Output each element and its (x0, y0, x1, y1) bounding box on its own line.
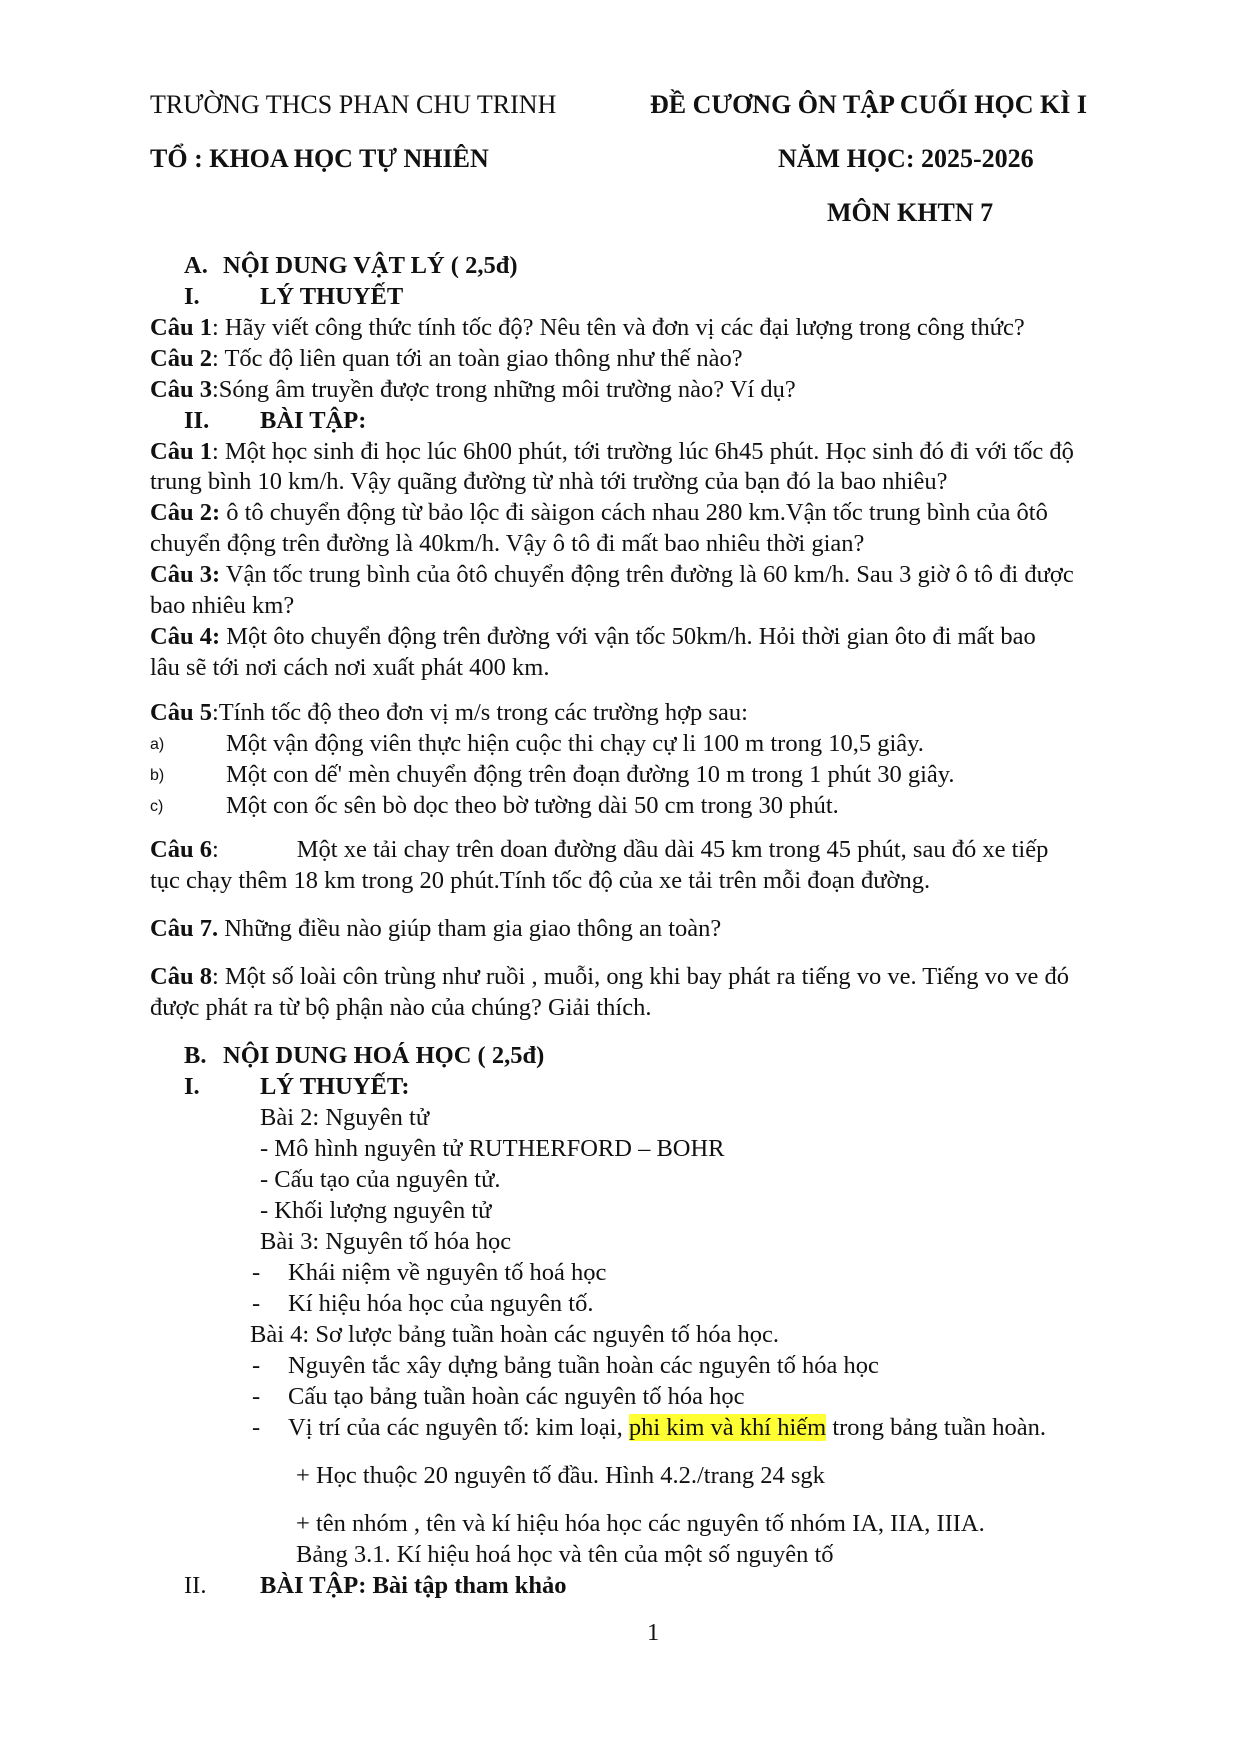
section-b-letter: B. (184, 1042, 207, 1069)
list-dash: - (252, 1414, 261, 1441)
question-text: : Hãy viết công thức tính tốc độ? Nêu tên và đơn vị các đại lượng trong công thức? (211, 314, 1025, 341)
list-marker: c) (150, 798, 164, 815)
list-dash: - (252, 1352, 261, 1379)
section-b-exercises-num: II. (184, 1572, 207, 1599)
study-note: + tên nhóm , tên và kí hiệu hóa học các nguyên tố nhóm IA, IIA, IIIA. (296, 1510, 985, 1537)
page-number: 1 (647, 1619, 660, 1646)
section-b-theory-title: LÝ THUYẾT: (260, 1073, 410, 1100)
section-a-exercises-title: BÀI TẬP: (260, 407, 367, 434)
exercise-5-intro (150, 698, 748, 728)
question-text: :Sóng âm truyền được trong những môi trường nào? Ví dụ? (211, 376, 796, 403)
lesson-2-title: Bài 2: Nguyên tử (260, 1104, 430, 1131)
item-text: trong bảng tuần hoàn. (826, 1414, 1046, 1441)
question-label: Câu 2: (150, 499, 221, 526)
question-label: Câu 3 (150, 376, 212, 403)
question-label: Câu 8 (150, 963, 212, 990)
lesson-4-item: Nguyên tắc xây dựng bảng tuần hoàn các nguyên tố hóa học (288, 1352, 879, 1379)
list-marker: b) (150, 767, 165, 784)
lesson-4-position-item (288, 1413, 1046, 1443)
question-label: Câu 3: (150, 561, 221, 588)
question-label: Câu 2 (150, 345, 212, 372)
exercise-4-line-2: lâu sẽ tới nơi cách nơi xuất phát 400 km. (150, 654, 550, 681)
question-label: Câu 1 (150, 314, 212, 341)
lesson-3-item: Kí hiệu hóa học của nguyên tố. (288, 1290, 594, 1317)
lesson-2-item: - Khối lượng nguyên tử (260, 1197, 492, 1224)
exercise-6-line-2: tục chạy thêm 18 km trong 20 phút.Tính tốc độ của xe tải trên mỗi đoạn đường. (150, 867, 931, 894)
exercise-6-line-1 (150, 835, 1048, 865)
school-year: NĂM HỌC: 2025-2026 (778, 144, 1034, 173)
lesson-4-title: Bài 4: Sơ lược bảng tuần hoàn các nguyên tố hóa học. (250, 1321, 780, 1348)
question-text: :Tính tốc độ theo đơn vị m/s trong các trường hợp sau: (211, 699, 748, 726)
department-name: TỔ : KHOA HỌC TỰ NHIÊN (150, 144, 489, 173)
list-item: Một con dế' mèn chuyển động trên đoạn đường 10 m trong 1 phút 30 giây. (226, 761, 955, 788)
section-a-theory-num: I. (184, 283, 200, 310)
exercise-8-line-2: được phát ra từ bộ phận nào của chúng? Giải thích. (150, 994, 652, 1021)
question-text: Những điều nào giúp tham gia giao thông an toàn? (218, 915, 722, 942)
question-label: Câu 5 (150, 699, 212, 726)
item-text: Vị trí của các nguyên tố: kim loại, (288, 1414, 629, 1441)
document-title: ĐỀ CƯƠNG ÔN TẬP CUỐI HỌC KÌ I (650, 90, 1087, 119)
exercise-2-line-1 (150, 498, 1048, 528)
lesson-4-item: Cấu tạo bảng tuần hoàn các nguyên tố hóa học (288, 1383, 745, 1410)
section-b-theory-num: I. (184, 1073, 200, 1100)
question-text: Một xe tải chay trên doan đường dầu dài 45 km trong 45 phút, sau đó xe tiếp (296, 836, 1049, 863)
list-dash: - (252, 1383, 261, 1410)
question-text: Vận tốc trung bình của ôtô chuyển động trên đường là 60 km/h. Sau 3 giờ ô tô đi được (220, 561, 1074, 588)
study-note: + Học thuộc 20 nguyên tố đầu. Hình 4.2./trang 24 sgk (296, 1462, 825, 1489)
study-note: Bảng 3.1. Kí hiệu hoá học và tên của một số nguyên tố (296, 1541, 834, 1568)
lesson-3-title: Bài 3: Nguyên tố hóa học (260, 1228, 512, 1255)
lesson-3-item: Khái niệm về nguyên tố hoá học (288, 1259, 607, 1286)
exercise-8-line-1 (150, 962, 1069, 992)
question-label: Câu 6 (150, 836, 212, 863)
lesson-2-item: - Mô hình nguyên tử RUTHERFORD – BOHR (260, 1135, 725, 1162)
list-marker: a) (150, 736, 165, 753)
physics-theory-question-3 (150, 375, 796, 405)
highlighted-text: phi kim và khí hiếm (628, 1414, 827, 1441)
question-text: : Một học sinh đi học lúc 6h00 phút, tới trường lúc 6h45 phút. Học sinh đó đi với tốc độ (211, 438, 1074, 465)
exercise-4-line-1 (150, 622, 1036, 652)
question-text: Một ôto chuyển động trên đường với vận tốc 50km/h. Hỏi thời gian ôto đi mất bao (220, 623, 1036, 650)
exercise-2-line-2: chuyển động trên đường là 40km/h. Vậy ô tô đi mất bao nhiêu thời gian? (150, 530, 865, 557)
exercise-3-line-2: bao nhiêu km? (150, 592, 295, 619)
section-a-exercises-num: II. (184, 407, 210, 434)
exercise-1-line-2: trung bình 10 km/h. Vậy quãng đường từ nhà tới trường của bạn đó la bao nhiêu? (150, 468, 948, 495)
list-dash: - (252, 1259, 261, 1286)
exercise-1-line-1 (150, 437, 1074, 467)
school-name: TRƯỜNG THCS PHAN CHU TRINH (150, 90, 557, 119)
section-a-letter: A. (184, 252, 208, 279)
question-text: ô tô chuyển động từ bảo lộc đi sàigon cách nhau 280 km.Vận tốc trung bình của ôtô (220, 499, 1048, 526)
section-b-exercises-title: BÀI TẬP: Bài tập tham khảo (260, 1572, 567, 1599)
question-label: Câu 4: (150, 623, 221, 650)
list-dash: - (252, 1290, 261, 1317)
question-colon: : (211, 836, 219, 863)
exercise-3-line-1 (150, 560, 1074, 590)
exercise-7 (150, 914, 721, 944)
section-a-theory-title: LÝ THUYẾT (260, 283, 404, 310)
question-label: Câu 1 (150, 438, 212, 465)
section-b-title: NỘI DUNG HOÁ HỌC ( 2,5đ) (223, 1042, 545, 1069)
subject-name: MÔN KHTN 7 (827, 198, 994, 227)
list-item: Một con ốc sên bò dọc theo bờ tường dài 50 cm trong 30 phút. (226, 792, 839, 819)
question-text: : Một số loài côn trùng như ruồi , muỗi, ong khi bay phát ra tiếng vo ve. Tiếng vo ve đó (211, 963, 1070, 990)
physics-theory-question-1 (150, 313, 1025, 343)
section-a-title: NỘI DUNG VẬT LÝ ( 2,5đ) (223, 252, 518, 279)
physics-theory-question-2 (150, 344, 743, 374)
question-text: : Tốc độ liên quan tới an toàn giao thông như thế nào? (211, 345, 743, 372)
question-label: Câu 7. (150, 915, 219, 942)
lesson-2-item: - Cấu tạo của nguyên tử. (260, 1166, 501, 1193)
list-item: Một vận động viên thực hiện cuộc thi chạy cự li 100 m trong 10,5 giây. (226, 730, 924, 757)
